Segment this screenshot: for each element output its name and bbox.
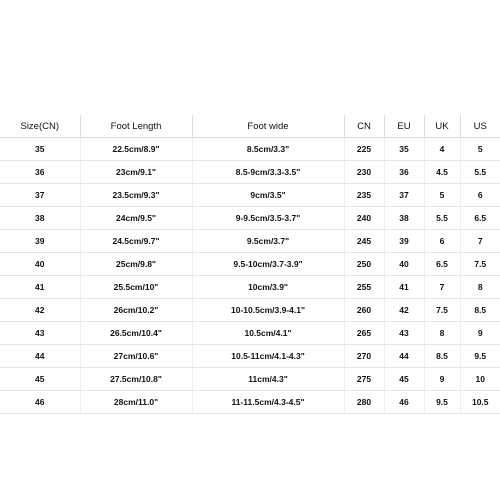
cell-us: 6.5: [460, 207, 500, 230]
cell-foot-wide: 10.5-11cm/4.1-4.3": [192, 345, 344, 368]
cell-cn: 235: [344, 184, 384, 207]
cell-eu: 43: [384, 322, 424, 345]
cell-uk: 5: [424, 184, 460, 207]
cell-uk: 9.5: [424, 391, 460, 414]
cell-cn: 265: [344, 322, 384, 345]
cell-foot-wide: 9-9.5cm/3.5-3.7": [192, 207, 344, 230]
header-foot-wide: Foot wide: [192, 115, 344, 138]
cell-foot-wide: 10cm/3.9": [192, 276, 344, 299]
cell-eu: 46: [384, 391, 424, 414]
cell-eu: 36: [384, 161, 424, 184]
cell-size-cn: 41: [0, 276, 80, 299]
cell-us: 8: [460, 276, 500, 299]
cell-foot-wide: 11cm/4.3": [192, 368, 344, 391]
cell-foot-length: 22.5cm/8.9": [80, 138, 192, 161]
table-row: [0, 391, 500, 414]
cell-foot-length: 26.5cm/10.4": [80, 322, 192, 345]
cell-size-cn: 37: [0, 184, 80, 207]
cell-us: 5: [460, 138, 500, 161]
cell-size-cn: 40: [0, 253, 80, 276]
cell-foot-wide: 8.5cm/3.3": [192, 138, 344, 161]
cell-us: 7.5: [460, 253, 500, 276]
cell-eu: 44: [384, 345, 424, 368]
cell-foot-wide: 9.5cm/3.7": [192, 230, 344, 253]
cell-size-cn: 46: [0, 391, 80, 414]
cell-cn: 255: [344, 276, 384, 299]
cell-cn: 270: [344, 345, 384, 368]
cell-foot-length: 24cm/9.5": [80, 207, 192, 230]
cell-eu: 42: [384, 299, 424, 322]
cell-foot-length: 28cm/11.0": [80, 391, 192, 414]
cell-us: 7: [460, 230, 500, 253]
cell-foot-length: 23.5cm/9.3": [80, 184, 192, 207]
header-size-cn: Size(CN): [0, 115, 80, 138]
cell-uk: 9: [424, 368, 460, 391]
cell-us: 8.5: [460, 299, 500, 322]
cell-uk: 6: [424, 230, 460, 253]
cell-foot-length: 25.5cm/10": [80, 276, 192, 299]
cell-uk: 4: [424, 138, 460, 161]
cell-size-cn: 36: [0, 161, 80, 184]
cell-size-cn: 45: [0, 368, 80, 391]
cell-foot-wide: 9.5-10cm/3.7-3.9": [192, 253, 344, 276]
table-row: [0, 299, 500, 322]
cell-size-cn: 44: [0, 345, 80, 368]
cell-size-cn: 42: [0, 299, 80, 322]
header-row: [0, 115, 500, 138]
cell-foot-length: 25cm/9.8": [80, 253, 192, 276]
cell-size-cn: 38: [0, 207, 80, 230]
cell-eu: 37: [384, 184, 424, 207]
size-chart-table: [0, 115, 500, 414]
table-row: [0, 161, 500, 184]
cell-us: 9.5: [460, 345, 500, 368]
cell-cn: 260: [344, 299, 384, 322]
header-foot-length: Foot Length: [80, 115, 192, 138]
cell-cn: 240: [344, 207, 384, 230]
cell-uk: 5.5: [424, 207, 460, 230]
cell-size-cn: 35: [0, 138, 80, 161]
cell-us: 5.5: [460, 161, 500, 184]
cell-cn: 275: [344, 368, 384, 391]
cell-eu: 40: [384, 253, 424, 276]
cell-size-cn: 39: [0, 230, 80, 253]
cell-us: 6: [460, 184, 500, 207]
table-row: [0, 207, 500, 230]
cell-eu: 41: [384, 276, 424, 299]
table-row: [0, 276, 500, 299]
cell-foot-wide: 10.5cm/4.1": [192, 322, 344, 345]
size-chart-body: [0, 138, 500, 414]
table-row: [0, 322, 500, 345]
cell-foot-wide: 9cm/3.5": [192, 184, 344, 207]
table-row: [0, 230, 500, 253]
cell-us: 9: [460, 322, 500, 345]
cell-cn: 230: [344, 161, 384, 184]
cell-uk: 8.5: [424, 345, 460, 368]
table-row: [0, 345, 500, 368]
cell-us: 10.5: [460, 391, 500, 414]
cell-foot-wide: 8.5-9cm/3.3-3.5": [192, 161, 344, 184]
cell-cn: 225: [344, 138, 384, 161]
cell-cn: 250: [344, 253, 384, 276]
cell-foot-wide: 10-10.5cm/3.9-4.1": [192, 299, 344, 322]
cell-cn: 245: [344, 230, 384, 253]
cell-foot-length: 23cm/9.1": [80, 161, 192, 184]
cell-uk: 4.5: [424, 161, 460, 184]
table-row: [0, 368, 500, 391]
cell-eu: 38: [384, 207, 424, 230]
table-row: [0, 138, 500, 161]
cell-foot-wide: 11-11.5cm/4.3-4.5": [192, 391, 344, 414]
cell-size-cn: 43: [0, 322, 80, 345]
cell-uk: 6.5: [424, 253, 460, 276]
cell-eu: 35: [384, 138, 424, 161]
table-row: [0, 253, 500, 276]
header-us: US: [460, 115, 500, 138]
cell-eu: 45: [384, 368, 424, 391]
cell-uk: 7: [424, 276, 460, 299]
cell-uk: 8: [424, 322, 460, 345]
cell-foot-length: 24.5cm/9.7": [80, 230, 192, 253]
cell-foot-length: 27cm/10.6": [80, 345, 192, 368]
cell-foot-length: 26cm/10.2": [80, 299, 192, 322]
header-eu: EU: [384, 115, 424, 138]
cell-uk: 7.5: [424, 299, 460, 322]
cell-foot-length: 27.5cm/10.8": [80, 368, 192, 391]
cell-us: 10: [460, 368, 500, 391]
cell-eu: 39: [384, 230, 424, 253]
size-chart-header: [0, 115, 500, 138]
table-row: [0, 184, 500, 207]
header-uk: UK: [424, 115, 460, 138]
header-cn: CN: [344, 115, 384, 138]
cell-cn: 280: [344, 391, 384, 414]
